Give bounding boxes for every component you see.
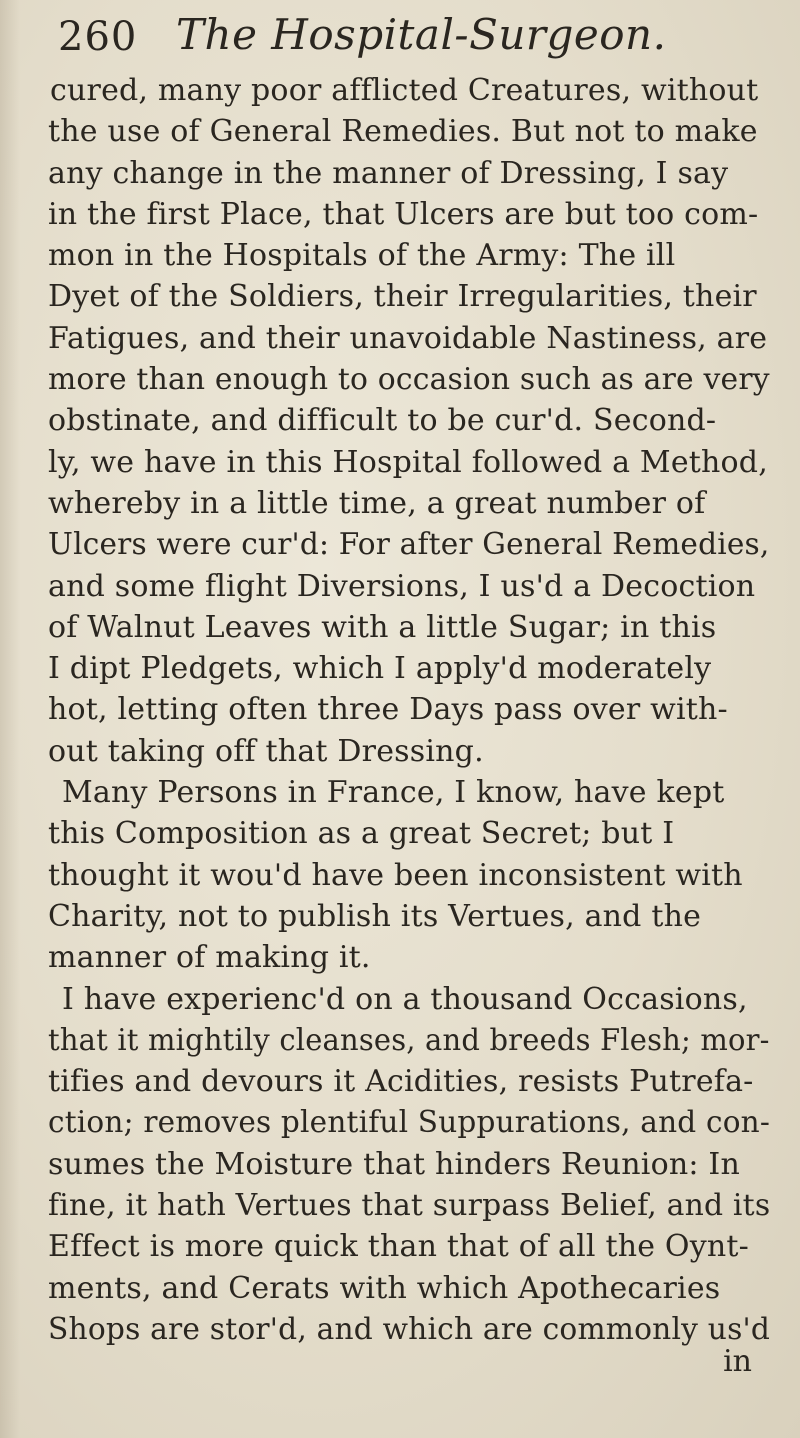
text-line: Charity, not to publish its Vertues, and the: [48, 898, 702, 934]
text-line: ments, and Cerats with which Apothecaries: [48, 1270, 721, 1306]
text-line: and some flight Diversions, I us'd a Decoction: [48, 568, 756, 604]
text-line: in the first Place, that Ulcers are but too com-: [48, 196, 759, 232]
text-line: ction; removes plentiful Suppurations, and con-: [48, 1105, 771, 1141]
text-line: I dipt Pledgets, which I apply'd moderately: [48, 651, 712, 687]
text-line: more than enough to occasion such as are very: [48, 362, 770, 398]
text-line: thought it wou'd have been inconsistent with: [48, 857, 743, 893]
text-line: this Composition as a great Secret; but I: [48, 816, 675, 852]
text-line: out taking off that Dressing.: [48, 733, 484, 769]
running-head: The Hospital-Surgeon.: [176, 10, 667, 59]
text-line: whereby in a little time, a great number of: [48, 485, 706, 521]
text-line: mon in the Hospitals of the Army: The ill: [48, 238, 676, 274]
text-line: sumes the Moisture that hinders Reunion: In: [48, 1146, 740, 1182]
text-line: manner of making it.: [48, 940, 371, 976]
text-line: Dyet of the Soldiers, their Irregularities, their: [48, 279, 757, 315]
text-line: that it mightily cleanses, and breeds Flesh; mor-: [48, 1022, 770, 1058]
text-line: Effect is more quick than that of all the Oynt-: [48, 1229, 749, 1265]
text-line: any change in the manner of Dressing, I say: [48, 155, 729, 191]
page-number: 260: [58, 14, 138, 60]
text-line: the use of General Remedies. But not to make: [48, 114, 758, 150]
text-line: fine, it hath Vertues that surpass Belief, and its: [48, 1188, 771, 1224]
text-line: hot, letting often three Days pass over with-: [48, 692, 728, 728]
text-line: Shops are stor'd, and which are commonly us'd: [48, 1311, 771, 1347]
text-line: Fatigues, and their unavoidable Nastiness, are: [48, 320, 768, 356]
text-line: Ulcers were cur'd: For after General Remedies,: [48, 527, 770, 563]
body-text: [48, 70, 770, 1350]
text-line: I have experienc'd on a thousand Occasions,: [62, 981, 748, 1017]
page-header: [58, 4, 758, 64]
text-line: cured, many poor afflicted Creatures, without: [50, 73, 759, 108]
catchword: in: [723, 1344, 752, 1379]
text-line: ly, we have in this Hospital followed a Method,: [48, 444, 768, 480]
binding-shadow: [0, 0, 20, 1438]
text-line: obstinate, and difficult to be cur'd. Second-: [48, 403, 717, 439]
text-line: Many Persons in France, I know, have kept: [62, 775, 725, 811]
text-line: tifies and devours it Acidities, resists Putrefa-: [48, 1064, 754, 1100]
text-line: of Walnut Leaves with a little Sugar; in this: [48, 609, 717, 645]
